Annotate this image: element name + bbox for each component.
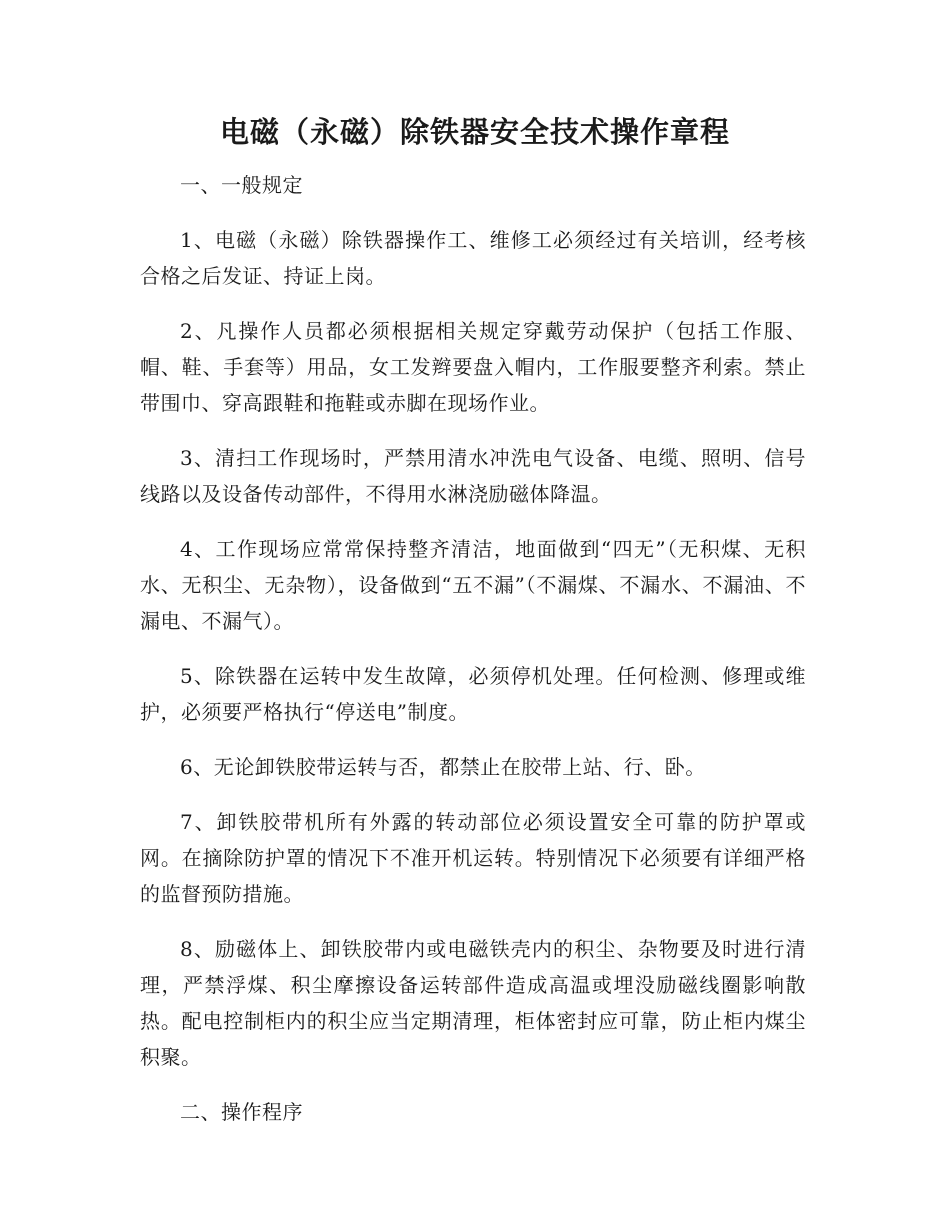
paragraph-5: 5、除铁器在运转中发生故障，必须停机处理。任何检测、修理或维护，必须要严格执行“停送电”制度。 — [140, 664, 806, 724]
section-heading-operating-procedure: 二、操作程序 — [180, 1100, 303, 1124]
paragraph-2: 2、凡操作人员都必须根据相关规定穿戴劳动保护（包括工作服、帽、鞋、手套等）用品，女工发辫要盘入帽内，工作服要整齐利索。禁止带围巾、穿高跟鞋和拖鞋或赤脚在现场作业。 — [140, 319, 806, 415]
document-title: 电磁（永磁）除铁器安全技术操作章程 — [219, 115, 730, 149]
paragraph-4: 4、工作现场应常常保持整齐清洁，地面做到“四无”（无积煤、无积水、无积尘、无杂物），设备做到“五不漏”（不漏煤、不漏水、不漏油、不漏电、不漏气）。 — [140, 537, 806, 633]
paragraph-1: 1、电磁（永磁）除铁器操作工、维修工必须经过有关培训，经考核合格之后发证、持证上岗。 — [140, 228, 806, 288]
paragraph-8: 8、励磁体上、卸铁胶带内或电磁铁壳内的积尘、杂物要及时进行清理，严禁浮煤、积尘摩擦设备运转部件造成高温或埋没励磁线圈影响散热。配电控制柜内的积尘应当定期清理，柜体密封应可靠，防止柜内煤尘积聚。 — [140, 937, 806, 1069]
document-body — [140, 167, 806, 1149]
paragraph-3: 3、清扫工作现场时，严禁用清水冲洗电气设备、电缆、照明、信号线路以及设备传动部件，不得用水淋浇励磁体降温。 — [140, 446, 806, 506]
paragraph-7: 7、卸铁胶带机所有外露的转动部位必须设置安全可靠的防护罩或网。在摘除防护罩的情况下不准开机运转。特别情况下必须要有详细严格的监督预防措施。 — [140, 810, 806, 906]
paragraph-6: 6、无论卸铁胶带运转与否，都禁止在胶带上站、行、卧。 — [180, 755, 706, 779]
section-heading-general-rules: 一、一般规定 — [180, 173, 303, 197]
